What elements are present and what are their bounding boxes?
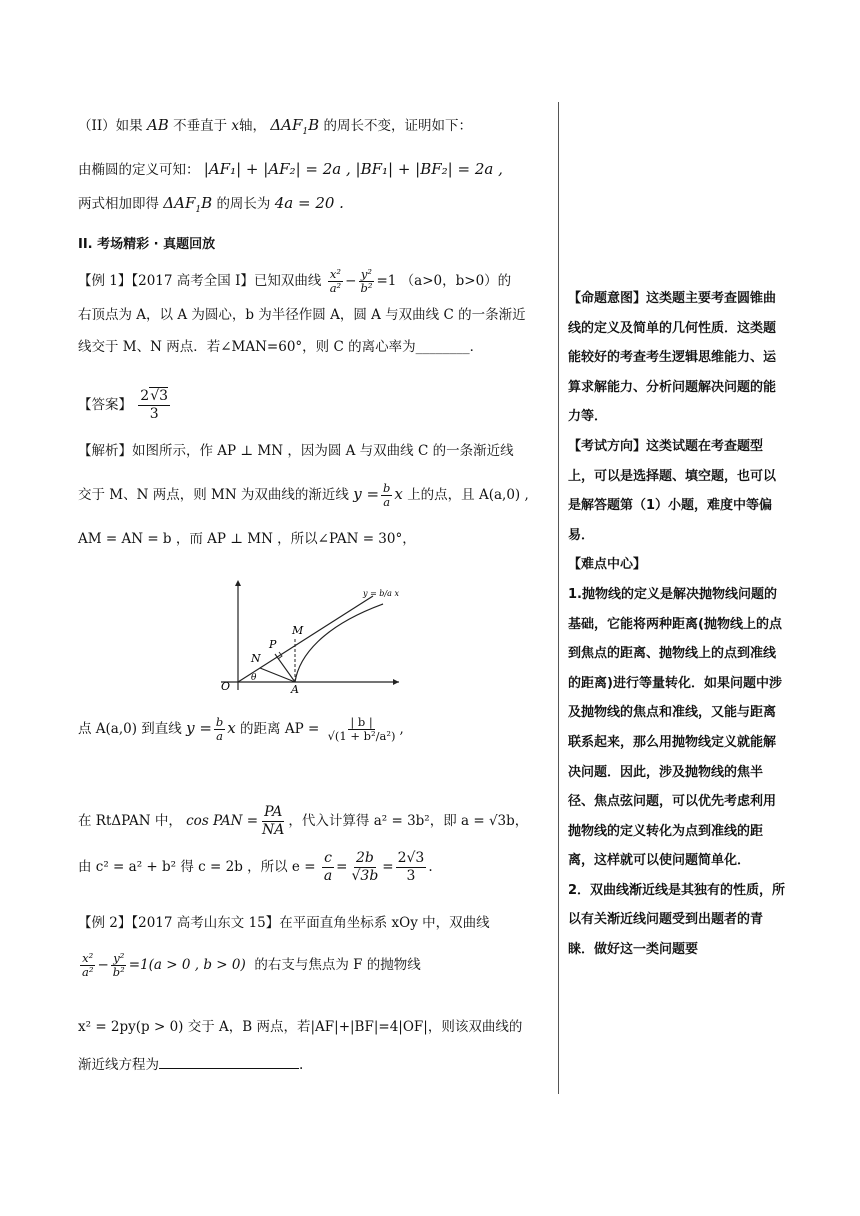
line-x: x (227, 719, 236, 737)
distance-text-b: 的距离 AP = (240, 721, 320, 737)
ecc-c-over-a: $\frac{c}{a}$ (323, 850, 333, 884)
cos-ratio: $\frac{PA}{NA}$ (262, 804, 285, 838)
sidebar-point1: 1.抛物线的定义是解决抛物线问题的基础，它能将两种距离(抛物线上的点到焦点的距离、抛物线上的点到准线的距离)进行等量转化．如果问题中涉及抛物线的焦点和准线，又能与距离联系起来，那么用抛物线定义就能解决问题．因此，涉及抛物线的焦半径、焦点弦问题，可以优先考虑利用抛物线的定义转化为点到准线的距离，这样就可以使问题简单化． (568, 586, 782, 869)
ex2-y-term: $\frac{\text{y²}}{\text{b²}}$ (112, 951, 125, 979)
example2-line3: x² = 2py(p > 0) 交于 A，B 两点，若|AF|+|BF|=4|OF|，则该双曲线的 (78, 1019, 523, 1035)
line-slope: $\frac{b}{a}$ (215, 715, 224, 743)
analysis-text2b: 上的点，且 A(a,0) , (407, 487, 529, 503)
example1-conditions: （a>0，b>0）的 (400, 273, 512, 289)
example1-line2: 右顶点为 A，以 A 为圆心，b 为半径作圆 A，圆 A 与双曲线 C 的一条渐近 (78, 307, 526, 323)
triangle-line (78, 804, 528, 839)
ecc-text: 由 c² = a² + b² 得 c = 2b ，所以 e = (78, 859, 316, 875)
analysis-text2a: 交于 M、N 两点，则 MN 为双曲线的渐近线 (78, 487, 349, 503)
sidebar-point2: 2．双曲线渐近线是其独有的性质，所以有关渐近线问题受到出题者的青睐．做好这一类问题要 (568, 882, 786, 958)
perimeter-equation: 4a = 20 . (274, 194, 344, 212)
math-ab: AB (146, 116, 169, 134)
analysis-line2 (78, 482, 529, 509)
part2-text-a: （II）如果 (78, 118, 143, 134)
section-heading: II. 考场精彩 · 真题回放 (78, 237, 216, 252)
example1-label: 【例 1】【2017 高考全国 I】已知双曲线 (78, 273, 322, 289)
cos-label: cos PAN = (186, 813, 259, 829)
triangle-text-a: 在 RtΔPAN 中， (78, 813, 182, 829)
math-x: x (231, 118, 240, 134)
example1-answer (78, 388, 172, 423)
triangle-text-b: ，代入计算得 a² = 3b²，即 a = √3b， (288, 813, 529, 829)
part2-line3 (78, 192, 344, 221)
asymptote-x: x (394, 485, 403, 503)
answer-value: $\frac{2√3}{3}$ (140, 388, 169, 422)
ellipse-definition-equation: |AF₁| + |AF₂| = 2a , |BF₁| + |BF₂| = 2a , (203, 160, 503, 178)
hyperbola-figure (213, 576, 403, 694)
part2-line2 (78, 158, 503, 181)
example2-line2: $\frac{\text{x²}}{\text{a²}}$ − $\frac{\text{y²}}{\text{b²}}$ =1(a > 0 , b > 0) 的右支与焦点为 F 的抛物线 (82, 951, 421, 979)
label-theta: θ (251, 673, 257, 683)
part2-line1 (78, 114, 472, 143)
example2-line1: 【例 2】【2017 高考山东文 15】在平面直角坐标系 xOy 中，双曲线 (78, 915, 490, 931)
example2-line4: 渐近线方程为 . (78, 1057, 304, 1073)
analysis-line1 (78, 440, 514, 462)
math-triangle-af1b-2: $\Delta AF_1B$ (163, 194, 213, 215)
distance-line: 点 A(a,0) 到直线 y = $\frac{b}{a}$ x 的距离 AP = $\frac{| b |}{\text{√(1 + b²/a²)}}$ , (78, 715, 404, 743)
label-origin: O (221, 680, 231, 693)
eccentricity-line: 由 c² = a² + b² 得 c = 2b ，所以 e = $\frac{c}{a}$ = $\frac{2b}{√3b}$ = $\frac{2√3}{3}$ . (78, 850, 433, 884)
answer-blank (159, 1068, 299, 1069)
part2-text-c: 轴， (239, 118, 267, 134)
analysis-line3: AM = AN = b ，而 AP ⊥ MN ，所以∠PAN = 30°， (78, 531, 416, 547)
sidebar-difficulty-heading: 【难点中心】 (568, 557, 647, 573)
label-m: M (292, 624, 304, 637)
label-p: P (269, 638, 277, 651)
part2-line3-text-b: 的周长为 (216, 196, 271, 212)
label-asymptote: y = b/a x (363, 589, 399, 598)
analysis-label: 【解析】 (78, 443, 132, 459)
sidebar-direction: 【考试方向】这类试题在考查题型上，可以是选择题、填空题，也可以是解答题第（1）小题，难度中等偏易． (568, 438, 777, 543)
example1-line1: 【例 1】【2017 高考全国 I】已知双曲线 $\frac{\text{x²}}{\text{a²}}$ − $\frac{\text{y²}}{\text{b²}}$ =1 （a>0，b>0）的 (78, 267, 512, 295)
answer-label: 【答案】 (78, 397, 132, 413)
sidebar-notes (568, 284, 786, 965)
ex2-x-term: $\frac{\text{x²}}{\text{a²}}$ (82, 951, 94, 979)
hyperbola-x-term: $\frac{\text{x²}}{\text{a²}}$ (329, 267, 342, 295)
ecc-2b-over-root3b: $\frac{2b}{√3b}$ (351, 850, 379, 884)
part2-text-d: 的周长不变，证明如下： (323, 118, 472, 134)
part2-line2-text: 由椭圆的定义可知： (78, 162, 200, 178)
ex2-line4-text: 渐近线方程为 (78, 1057, 159, 1073)
part2-text-b: 不垂直于 (173, 118, 228, 134)
ex2-text: 的右支与焦点为 F 的抛物线 (254, 957, 421, 973)
analysis-text1: 如图所示，作 AP ⊥ MN ，因为圆 A 与双曲线 C 的一条渐近线 (132, 443, 514, 459)
hyperbola-y-term: $\frac{\text{y²}}{\text{b²}}$ (360, 267, 373, 295)
asymptote-equation: y = (353, 485, 380, 503)
distance-formula: $\frac{| b |}{\text{√(1 + b²/a²)}}$ (327, 715, 396, 743)
line-equation: y = (186, 719, 212, 737)
example1-line3: 线交于 M、N 两点．若∠MAN=60°，则 C 的离心率为________． (78, 339, 484, 355)
part2-line3-text-a: 两式相加即得 (78, 196, 159, 212)
label-a: A (291, 683, 299, 694)
label-n: N (251, 652, 261, 665)
ecc-result: $\frac{2√3}{3}$ (397, 850, 425, 884)
column-divider (558, 102, 559, 1094)
sidebar-intent: 【命题意图】这类题主要考查圆锥曲线的定义及简单的几何性质．这类题能较好的考查考生逻辑思维能力、运算求解能力、分析问题解决问题的能力等． (568, 291, 777, 425)
math-triangle-af1b: $\Delta AF_1B$ (270, 116, 320, 137)
distance-text-a: 点 A(a,0) 到直线 (78, 721, 182, 737)
asymptote-slope: $\frac{b}{a}$ (383, 481, 391, 509)
